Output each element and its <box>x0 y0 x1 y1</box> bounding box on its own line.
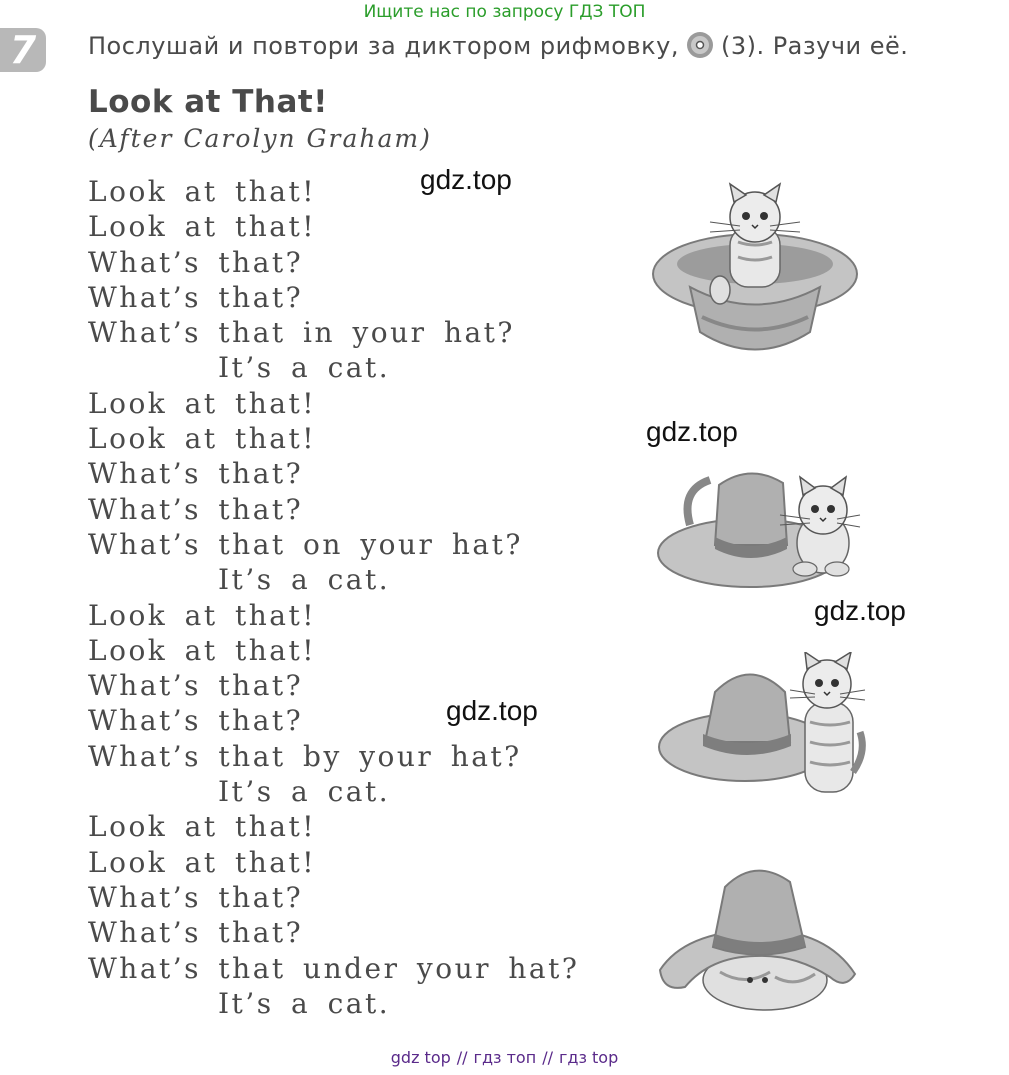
poem-line: What’s that? <box>88 280 304 314</box>
footer-link[interactable]: гдз top <box>558 1048 619 1067</box>
poem-line: Look at that! <box>88 845 317 879</box>
instruction-text: Послушай и повтори за диктором рифмовку, <box>88 32 679 60</box>
poem-line: What’s that in your hat? <box>88 316 515 350</box>
cat-in-hat-illustration <box>650 182 860 367</box>
watermark: gdz.top <box>646 416 738 447</box>
poem-line: What’s that? <box>88 916 304 950</box>
poem-line: Look at that! <box>88 175 317 208</box>
footer-link[interactable]: гдз топ <box>473 1048 537 1067</box>
top-banner[interactable]: Ищите нас по запросу ГДЗ ТОП <box>363 2 646 22</box>
poem-line: What’s that under your hat? <box>88 951 580 985</box>
poem-line: Look at that! <box>88 598 317 632</box>
watermark: gdz.top <box>814 595 906 626</box>
poem-author: (After Carolyn Graham) <box>88 124 432 153</box>
poem-line: What’s that? <box>88 704 304 738</box>
cat-on-hat-illustration <box>655 465 865 590</box>
footer-links <box>0 1048 1009 1067</box>
poem-line: What’s that? <box>88 880 304 914</box>
poem-line: Look at that! <box>88 422 317 456</box>
footer-separator: // <box>456 1048 468 1067</box>
cat-by-hat-illustration <box>655 652 870 802</box>
poem-line: It’s a cat. <box>218 351 391 385</box>
poem-line: What’s that? <box>88 669 304 703</box>
instruction-text-end: (3). Разучи её. <box>720 32 909 60</box>
cat-under-hat-illustration <box>655 862 865 1017</box>
task-number-badge: 7 <box>0 28 46 72</box>
footer-link[interactable]: gdz top <box>390 1048 451 1067</box>
poem-line: It’s a cat. <box>218 775 391 809</box>
watermark: gdz.top <box>446 695 538 726</box>
poem-line: It’s a cat. <box>218 563 391 597</box>
poem-lines <box>88 174 579 1021</box>
poem-title: Look at That! <box>88 84 328 120</box>
footer-separator: // <box>542 1048 553 1067</box>
poem-line: It’s a cat. <box>218 986 391 1020</box>
poem-line: What’s that by your hat? <box>88 739 522 773</box>
poem-line: What’s that? <box>88 492 304 526</box>
poem-line: What’s that? <box>88 457 304 491</box>
poem-line: Look at that! <box>88 386 317 420</box>
task-instruction <box>88 30 988 64</box>
poem-line: Look at that! <box>88 810 317 844</box>
poem-line: What’s that? <box>88 245 304 279</box>
poem-line: Look at that! <box>88 210 317 244</box>
poem-line: Look at that! <box>88 633 317 667</box>
audio-disc-icon[interactable] <box>685 30 715 60</box>
watermark: gdz.top <box>420 164 512 195</box>
poem-line: What’s that on your hat? <box>88 527 523 561</box>
